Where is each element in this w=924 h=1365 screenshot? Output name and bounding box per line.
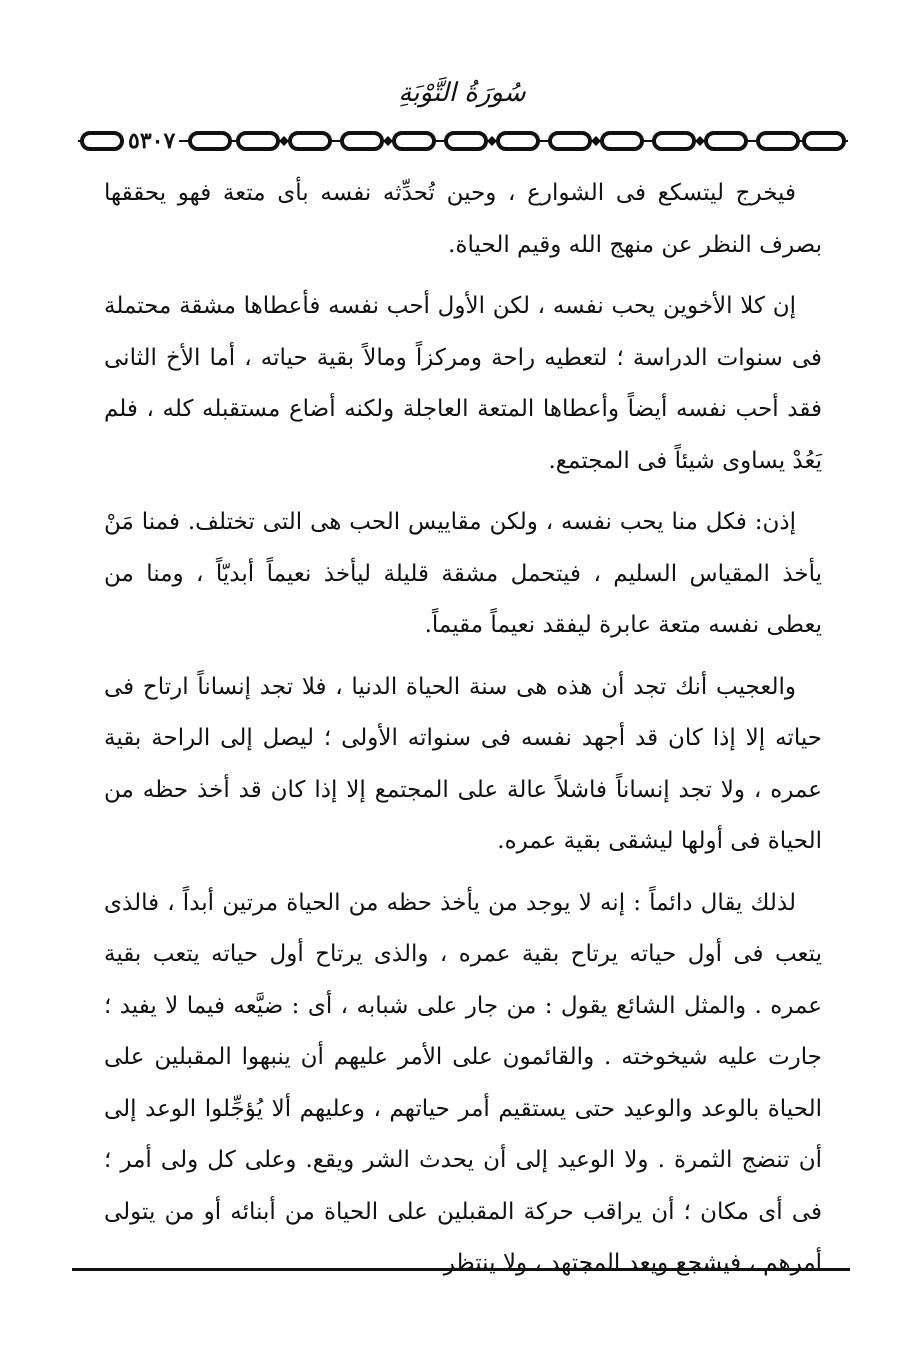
footer-rule	[72, 1268, 850, 1271]
paragraph: والعجيب أنك تجد أن هذه هى سنة الحياة الدنيا ، فلا تجد إنساناً ارتاح فى حياته إلا إذا كان قد أجهد نفسه فى سنواته الأولى ؛ ليصل إلى الراحة بقية عمره ، ولا تجد إنساناً فاشلاً عالة على المجتمع إلا إذا كان قد أخذ حظه من الحياة فى أولها ليشقى بقية عمره.	[104, 673, 822, 854]
paragraph: فيخرج ليتسكع فى الشوارع ، وحين تُحدِّثه نفسه بأى متعة فهو يحققها بصرف النظر عن منهج الله وقيم الحياة.	[104, 180, 822, 258]
paragraph: إذن: فكل منا يحب نفسه ، ولكن مقاييس الحب هى التى تختلف. فمنا مَنْ يأخذ المقياس السليم ، فيتحمل مشقة قليلة ليأخذ نعيماً أبديّاً ، ومنا من يعطى نفسه متعة عابرة ليفقد نعيماً مقيماً.	[104, 509, 822, 638]
surah-title: سُورَةُ التَّوْبَةِ	[398, 78, 526, 108]
paragraph: إن كلا الأخوين يحب نفسه ، لكن الأول أحب نفسه فأعطاها مشقة محتملة فى سنوات الدراسة ؛ لتعطيه راحة ومركزاً ومالاً بقية حياته ، أما الأخ الثانى فقد أحب نفسه أيضاً وأعطاها المتعة العاجلة ولكنه أضاع مستقبله كله ، فلم يَعُدْ يساوى شيئاً فى المجتمع.	[104, 293, 822, 474]
ornamental-header-border	[78, 126, 848, 156]
page-number: ٥٣٠٧	[124, 126, 179, 156]
paragraph: لذلك يقال دائماً : إنه لا يوجد من يأخذ حظه من الحياة مرتين أبداً ، فالذى يتعب فى أول حياته يرتاح بقية عمره ، والذى يرتاح أول حياته يتعب بقية عمره . والمثل الشائع يقول : من جار على شبابه ، أى : ضيَّعه فيما لا يفيد ؛ جارت عليه شيخوخته . والقائمون على الأمر عليهم أن ينبهوا المقبلين على الحياة بالوعد والوعيد حتى يستقيم أمر حياتهم ، وعليهم ألا يُؤجِّلوا الوعد إلى أن تنضج الثمرة . ولا الوعيد إلى أن يحدث الشر ويقع. وعلى كل ولى أمر ؛ فى أى مكان ؛ أن يراقب حركة المقبلين على الحياة من أبنائه أو من يتولى أمرهم ، فيشجع ويعد المجتهد ، ولا ينتظر	[104, 889, 822, 1276]
body-text	[104, 168, 822, 1300]
